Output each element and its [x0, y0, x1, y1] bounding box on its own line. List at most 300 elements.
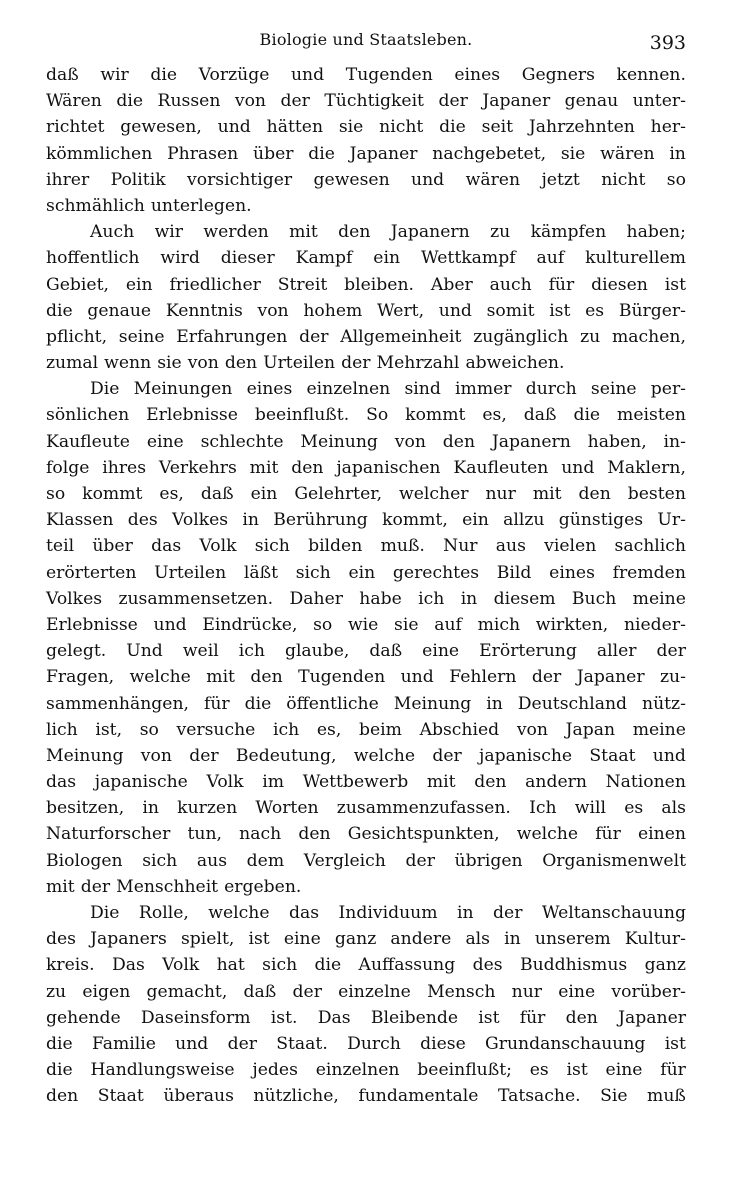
word: will [574, 798, 606, 819]
word: ist, [95, 719, 123, 740]
word: ist. [270, 1007, 298, 1028]
word: muß [647, 1086, 686, 1107]
word: mit [249, 457, 279, 478]
word: allzu [503, 510, 545, 531]
word: gewesen, [120, 117, 202, 138]
word: daß [523, 405, 557, 426]
word: Volk [206, 772, 244, 793]
word: Meinung [46, 745, 124, 766]
word: durch [525, 379, 577, 400]
text-line [46, 141, 686, 167]
word: Japaner [576, 667, 645, 688]
word: Gebiet, [46, 274, 109, 295]
word: andern [525, 772, 587, 793]
word: welche [353, 745, 416, 766]
word: günstiges [558, 510, 644, 531]
word: vielen [544, 536, 597, 557]
word: und [290, 65, 325, 85]
word: Auffassung [358, 955, 456, 976]
word: Handlungsweise [90, 1060, 235, 1081]
word: sachlich [614, 536, 686, 557]
word: der [656, 641, 686, 662]
text-line [46, 926, 686, 952]
word: Erörterung [479, 641, 577, 662]
word: den [578, 484, 611, 504]
word: der [438, 91, 468, 112]
word: eines [246, 379, 293, 400]
word: der [189, 745, 219, 766]
word: Wert, [377, 300, 425, 321]
word: wir [154, 222, 183, 243]
word: bleiben. [344, 274, 415, 295]
text-line [46, 1031, 686, 1057]
word: kömmlichen [46, 143, 153, 164]
word: fremden [612, 562, 686, 583]
word: zu- [660, 667, 686, 688]
word: Meinung [393, 693, 472, 714]
text-line [46, 691, 686, 717]
word: Kenntnis [165, 300, 243, 321]
word: es [529, 1060, 549, 1081]
word: Nur [443, 536, 478, 557]
word: Weltanschauung [541, 903, 686, 923]
word: seine [590, 379, 637, 400]
word: erörterten [46, 562, 137, 583]
word: besten [627, 484, 686, 504]
word: abweichen. [465, 353, 565, 374]
word: bilden [308, 536, 363, 557]
word: kreis. [46, 955, 95, 976]
text-line [46, 114, 686, 140]
word: versuche [176, 719, 256, 740]
word: ganz [644, 955, 686, 976]
word: den [46, 1086, 79, 1107]
word: beim [358, 719, 402, 740]
word: friedlicher [169, 274, 261, 295]
text-line [46, 638, 686, 664]
word: in- [663, 431, 686, 452]
text-line [46, 1083, 686, 1109]
word: jetzt [541, 169, 580, 190]
word: des [127, 510, 158, 531]
word: Vorzüge [198, 65, 270, 85]
text-line [46, 612, 686, 638]
word: es [585, 300, 605, 321]
word: mit [289, 222, 318, 243]
word: eine [283, 929, 321, 950]
word: daß [243, 981, 277, 1002]
word: Ich [529, 798, 557, 819]
word: den [291, 457, 324, 478]
word: hohem [303, 300, 363, 321]
word: muß. [380, 536, 425, 557]
word: Phrasen [167, 143, 239, 164]
text-line [46, 769, 686, 795]
word: ihrer [46, 169, 90, 190]
word: schmählich [46, 195, 145, 216]
word: ich [238, 641, 265, 662]
word: den [442, 431, 476, 452]
word: gelegt. [46, 641, 107, 662]
word: über [92, 536, 133, 557]
word: gewesen [313, 169, 390, 190]
word: Meinungen [133, 379, 233, 400]
word: Worten [255, 798, 319, 819]
word: wir [100, 65, 129, 85]
word: Allgemeinheit [340, 326, 462, 347]
text-line [46, 193, 686, 219]
word: nur [511, 981, 543, 1002]
word: Abschied [419, 719, 500, 740]
word: ist [664, 1033, 686, 1054]
text-line [46, 167, 686, 193]
word: besitzen, [46, 798, 125, 819]
word: Jahrzehnten [528, 117, 635, 138]
word: für [595, 824, 621, 845]
word: werden [203, 222, 269, 243]
word: der [405, 850, 435, 871]
word: somit [486, 300, 535, 321]
word: als [465, 929, 491, 950]
word: eine [605, 1060, 643, 1081]
word: andere [390, 929, 452, 950]
word: sie [394, 614, 419, 635]
word: welche [208, 903, 270, 923]
text-line [46, 560, 686, 586]
word: unter- [632, 91, 686, 112]
word: diesen [591, 274, 648, 295]
word: diese [420, 1033, 466, 1054]
word: Mehrzahl [376, 353, 460, 374]
word: die [116, 91, 144, 112]
word: einzelnen [315, 1060, 400, 1081]
text-line [46, 219, 686, 245]
word: Politik [110, 169, 166, 190]
word: kulturellem [585, 248, 686, 269]
word: mich [477, 614, 521, 635]
word: Bürger- [618, 300, 686, 321]
word: machen, [611, 326, 686, 347]
word: Gelehrter, [294, 484, 383, 504]
word: ein [250, 484, 278, 504]
text-line [46, 350, 686, 376]
text-line [46, 402, 686, 428]
word: Erlebnisse [146, 405, 238, 426]
word: japanische [479, 745, 573, 766]
text-line [46, 821, 686, 847]
word: die [308, 143, 335, 164]
word: aller [596, 641, 637, 662]
word: nachgebetet, [432, 143, 547, 164]
word: Vergleich [303, 850, 386, 871]
word: Ur- [657, 510, 686, 531]
word: für [519, 1007, 546, 1028]
word: seine [118, 326, 165, 347]
word: für [660, 1060, 686, 1081]
word: Und [126, 641, 163, 662]
word: Das [317, 1007, 351, 1028]
word: wie [347, 614, 379, 635]
word: das [288, 903, 320, 923]
word: Sie [600, 1086, 628, 1107]
word: Tugenden [345, 65, 433, 85]
word: vorsichtiger [187, 169, 293, 190]
word: die [46, 1060, 73, 1081]
word: ein [373, 248, 401, 269]
word: ihres [102, 457, 147, 478]
word: eines [549, 562, 595, 583]
word: beeinflußt. [254, 405, 350, 426]
word: sie [338, 117, 364, 138]
word: und [652, 745, 686, 766]
word: und [217, 117, 251, 138]
word: einzelne [338, 981, 411, 1002]
word: zu [580, 326, 601, 347]
word: es, [159, 484, 184, 504]
word: nicht [379, 117, 424, 138]
word: Streit [277, 274, 328, 295]
word: Japanern [491, 431, 571, 452]
word: und [438, 300, 472, 321]
word: kommt, [382, 510, 448, 531]
word: den [298, 824, 331, 845]
word: der [432, 745, 462, 766]
word: der [80, 876, 111, 897]
word: mit [426, 772, 456, 793]
word: kurzen [177, 798, 238, 819]
word: kommt [82, 484, 143, 504]
word: Rolle, [138, 903, 189, 923]
word: wären [600, 143, 655, 164]
word: in [142, 798, 159, 819]
word: Urteilen [263, 353, 336, 374]
word: den [224, 353, 258, 374]
word: tun, [187, 824, 222, 845]
word: als [661, 798, 686, 819]
word: die [573, 405, 601, 426]
text-line [46, 455, 686, 481]
word: das [151, 536, 182, 557]
word: in [456, 903, 474, 923]
word: Tüchtigkeit [324, 91, 424, 112]
word: so [139, 719, 159, 740]
text-line [46, 481, 686, 507]
word: unserem [534, 929, 611, 950]
word: seit [481, 117, 514, 138]
word: wären [465, 169, 521, 190]
word: es [624, 798, 644, 819]
word: Daher [289, 588, 343, 609]
word: schlechte [200, 431, 284, 452]
word: aus [495, 536, 526, 557]
word: ergeben. [224, 876, 302, 897]
word: Verkehrs [158, 457, 237, 478]
word: der [299, 326, 329, 347]
word: in [242, 510, 259, 531]
word: daß [200, 484, 234, 504]
word: die [439, 117, 466, 138]
word: habe [359, 588, 402, 609]
word: die [244, 693, 272, 714]
word: folge [46, 457, 90, 478]
word: von [257, 300, 289, 321]
word: Bedeutung, [235, 745, 337, 766]
word: her- [650, 117, 686, 138]
word: aus [196, 850, 228, 871]
word: sich [142, 850, 178, 871]
word: beeinflußt; [417, 1060, 512, 1081]
text-line [46, 298, 686, 324]
word: Die [90, 903, 120, 923]
word: Volk [162, 955, 200, 976]
word: So [366, 405, 389, 426]
word: und [400, 667, 434, 688]
word: Deutschland [517, 693, 628, 714]
word: ein [462, 510, 489, 531]
word: jedes [252, 1060, 298, 1081]
word: eigen [82, 981, 131, 1002]
word: im [262, 772, 285, 793]
word: per- [650, 379, 686, 400]
word: die [314, 955, 342, 976]
word: Volk [199, 536, 237, 557]
word: pflicht, [46, 326, 108, 347]
word: eines [454, 65, 501, 85]
word: Volkes [172, 510, 229, 531]
word: daß [46, 65, 79, 85]
word: Die [90, 379, 120, 400]
word: hätten [266, 117, 324, 138]
word: Kultur- [624, 929, 686, 950]
word: Buddhismus [519, 955, 628, 976]
word: Kaufleuten [453, 457, 549, 478]
word: ein [125, 274, 153, 295]
running-head: Biologie und Staatsleben. [259, 30, 473, 49]
word: Organismenwelt [542, 850, 686, 871]
body-text [46, 62, 686, 1110]
text-line [46, 952, 686, 978]
word: und [153, 614, 187, 635]
word: der [493, 903, 523, 923]
word: richtet [46, 117, 105, 138]
word: Das [111, 955, 145, 976]
word: ist [478, 1007, 500, 1028]
word: überaus [163, 1086, 234, 1107]
word: zugänglich [473, 326, 569, 347]
text-line [46, 272, 686, 298]
text-line [46, 795, 686, 821]
word: gemacht, [146, 981, 228, 1002]
word: den [565, 1007, 598, 1028]
text-line [46, 848, 686, 874]
word: Erlebnisse [46, 614, 138, 635]
word: Japaner [482, 91, 551, 112]
word: welcher [399, 484, 469, 504]
word: meine [632, 588, 686, 609]
word: genaue [87, 300, 152, 321]
word: zusammensetzen. [118, 588, 274, 609]
word: der [227, 1033, 257, 1054]
word: so [313, 614, 333, 635]
word: der [292, 981, 322, 1002]
word: den [250, 667, 283, 688]
word: Klassen [46, 510, 114, 531]
word: immer [455, 379, 512, 400]
word: nur [485, 484, 516, 504]
word: mit [532, 484, 562, 504]
word: Bleibende [370, 1007, 459, 1028]
word: der [341, 353, 371, 374]
word: Japanern [390, 222, 470, 243]
word: und [175, 1033, 209, 1054]
text-line [46, 743, 686, 769]
word: der [531, 667, 562, 688]
word: genau [564, 91, 619, 112]
word: hat [216, 955, 245, 976]
text-line [46, 717, 686, 743]
word: des [46, 929, 76, 950]
word: Japaner [618, 1007, 686, 1028]
word: Japan [565, 719, 616, 740]
word: diesem [493, 588, 556, 609]
word: Meinung [300, 431, 378, 452]
word: Kampf [295, 248, 353, 269]
word: Durch [347, 1033, 401, 1054]
word: Staat [97, 1086, 144, 1107]
page-header [46, 30, 686, 60]
word: öffentliche [286, 693, 379, 714]
word: Russen [157, 91, 221, 112]
text-line [46, 507, 686, 533]
word: in [504, 929, 521, 950]
word: Kaufleute [46, 431, 130, 452]
word: Aber [430, 274, 473, 295]
word: es, [482, 405, 507, 426]
word: sich [254, 536, 290, 557]
word: es, [316, 719, 342, 740]
word: Bild [496, 562, 532, 583]
word: gehende [46, 1007, 121, 1028]
word: von [394, 431, 426, 452]
word: für [203, 693, 230, 714]
word: zusammenzufassen. [336, 798, 511, 819]
word: meine [632, 719, 686, 740]
word: Erfahrungen [176, 326, 288, 347]
word: Urteilen [154, 562, 227, 583]
word: Tugenden [298, 667, 386, 688]
word: eine [558, 981, 596, 1002]
word: lich [46, 719, 78, 740]
word: nieder- [623, 614, 686, 635]
word: einzelnen [306, 379, 391, 400]
word: Volkes [46, 588, 103, 609]
word: Nationen [605, 772, 686, 793]
word: welche [516, 824, 579, 845]
word: wirkten, [535, 614, 609, 635]
word: Gegners [521, 65, 595, 85]
word: Tatsache. [497, 1086, 581, 1107]
word: einen [638, 824, 686, 845]
word: sich [295, 562, 331, 583]
text-line [46, 88, 686, 114]
word: haben, [587, 431, 647, 452]
text-line [46, 1057, 686, 1083]
text-line [46, 900, 686, 926]
word: in [460, 588, 478, 609]
word: Mensch [427, 981, 496, 1002]
word: gerechtes [392, 562, 480, 583]
word: Fehlern [449, 667, 517, 688]
